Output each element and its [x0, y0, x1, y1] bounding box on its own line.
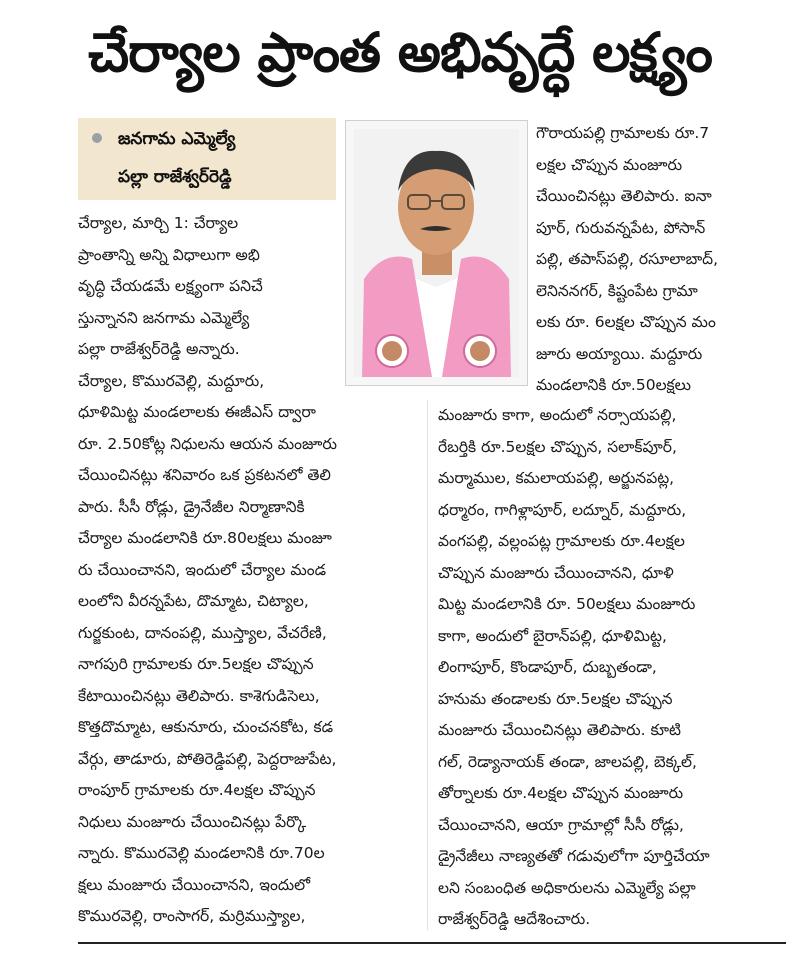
article-line: మండలానికి రూ.50లక్షలు [536, 376, 692, 394]
article-line: రాజేశ్వర్‌రెడ్డి ఆదేశించారు. [438, 910, 591, 928]
article-line: స్తున్నానని జనగామ ఎమ్మెల్యే [78, 308, 250, 327]
article-line: పల్లి, తపాస్‌పల్లి, రసూలాబాద్, [536, 250, 719, 268]
article-line: నాగపురి గ్రామాలకు రూ.5లక్షల చొప్పున [78, 655, 314, 673]
article-line: పారు. సీసీ రోడ్లు, డ్రైనేజీల నిర్మాణానికి [78, 497, 305, 516]
column-divider [427, 400, 428, 930]
article-line: రేబర్తికి రూ.5లక్షల చొప్పున, సలాక్‌పూర్, [438, 437, 677, 456]
article-line: ధర్మారం, గాగిళ్లాపూర్, లద్నూర్, మద్దూరు, [438, 500, 687, 519]
article-column-left [78, 208, 418, 933]
article-line: మంజూరు చేయించినట్లు తెలిపారు. కూటి [438, 721, 681, 739]
article-line: కొత్తదొమ్మాట, ఆకునూరు, చుంచనకోట, కడ [78, 718, 334, 736]
article-line: ధూళిమిట్ట మండలాలకు ఈజీఎస్ ద్వారా [78, 403, 316, 421]
article-line: చేయించినట్లు తెలిపారు. ఐనా [536, 187, 712, 205]
article-line: చేర్యాల, కొమురవెల్లి, మద్దూరు, [78, 371, 265, 390]
article-line: చేర్యాల, మార్చి 1: చేర్యాల [78, 214, 239, 232]
article-line: రూ. 2.50కోట్ల నిధులను ఆయన మంజూరు [78, 434, 337, 453]
article-line: లని సంబంధిత అధికారులను ఎమ్మెల్యే పల్లా [438, 878, 696, 897]
article-column-right-top [536, 118, 786, 402]
article-line: లంలోని వీరన్నపేట, దొమ్మాట, చిట్యాల, [78, 592, 309, 610]
article-line: పల్లా రాజేశ్వర్‌రెడ్డి అన్నారు. [78, 340, 240, 358]
article-line: డ్రైనేజీలు నాణ్యతతో గడువులోగా పూర్తిచేయా [438, 847, 710, 865]
article-line: వృద్ధి చేయడమే లక్ష్యంగా పనిచే [78, 277, 263, 295]
article-line: లెనిననగర్, కిష్టంపేట గ్రామా [536, 281, 698, 300]
bullet-icon [92, 133, 102, 143]
article-line: పూర్, గురువన్నపేట, పోసాన్ [536, 218, 706, 237]
article-line: వంగపల్లి, వల్లంపట్ల గ్రామాలకు రూ.4లక్షల [438, 532, 685, 550]
byline-line-1: జనగామ ఎమ్మెల్యే [118, 129, 236, 149]
headline: చేర్యాల ప్రాంత అభివృద్ధే లక్ష్యం [88, 21, 712, 84]
article-line: లకు రూ. 6లక్షల చొప్పున మం [536, 313, 716, 331]
article-line: తోర్నాలకు రూ.4లక్షల చొప్పున మంజూరు [438, 784, 684, 802]
byline-box [78, 118, 336, 200]
article-line: హనుమ తండాలకు రూ.5లక్షల చొప్పున [438, 689, 673, 708]
article-line: లక్షల చొప్పున మంజూరు [536, 155, 683, 174]
article-line: చేర్యాల మండలానికి రూ.80లక్షలు మంజూ [78, 529, 332, 547]
article-line: క్షలు మంజూరు చేయించానని, ఇందులో [78, 875, 311, 894]
article-line: కొమురవెల్లి, రాంసాగర్, మర్రిముస్త్యాల, [78, 907, 306, 925]
article-line: న్నారు. కొమురవెల్లి మండలానికి రూ.70ల [78, 844, 325, 862]
article-line: చేయించానని, ఆయా గ్రామాల్లో సీసీ రోడ్లు, [438, 815, 684, 834]
article-line: చొప్పున మంజూరు చేయించానని, ధూళి [438, 563, 674, 582]
article-line: కాగా, అందులో బైరాన్‌పల్లి, ధూళిమిట్ట, [438, 626, 667, 645]
article-line: ప్రాంతాన్ని అన్ని విధాలుగా అభి [78, 245, 260, 264]
article-line: మర్మాముల, కమలాయపల్లి, అర్జునపట్ల, [438, 469, 675, 487]
article-line: గల్, రెడ్యానాయక్ తండా, జాలపల్లి, బెక్కల్, [438, 752, 697, 771]
article-line: జూరు అయ్యాయి. మద్దూరు [536, 344, 703, 363]
article-line: లింగాపూర్, కొండాపూర్, దుబ్బతండా, [438, 658, 657, 676]
article-column-right [438, 400, 786, 936]
article-line: నిధులు మంజూరు చేయించినట్లు పేర్కొ [78, 812, 307, 831]
article-line: మిట్ట మండలానికి రూ. 50లక్షలు మంజూరు [438, 595, 696, 613]
article-line: చేయించినట్లు శనివారం ఒక ప్రకటనలో తెలి [78, 466, 331, 484]
article-line: రు చేయించానని, ఇందులో చేర్యాల మండ [78, 560, 327, 579]
article-line: వేర్గు, తాడూరు, పోతిరెడ్డిపల్లి, పెద్దరాజుపేట, [78, 749, 337, 768]
article-line: మంజూరు కాగా, అందులో నర్సాయపల్లి, [438, 406, 677, 424]
byline-line-2: పల్లా రాజేశ్వర్‌రెడ్డి [118, 167, 232, 187]
article-line: కేటాయించినట్లు తెలిపారు. కాశెగుడిసెలు, [78, 686, 320, 705]
article-line: గౌరాయపల్లి గ్రామాలకు రూ.7 [536, 124, 710, 142]
bottom-rule [78, 942, 786, 944]
article-line: రాంపూర్ గ్రామాలకు రూ.4లక్షల చొప్పున [78, 781, 316, 799]
article-line: గుర్జకుంట, దానంపల్లి, ముస్త్యాల, వేచరేణి, [78, 623, 327, 642]
